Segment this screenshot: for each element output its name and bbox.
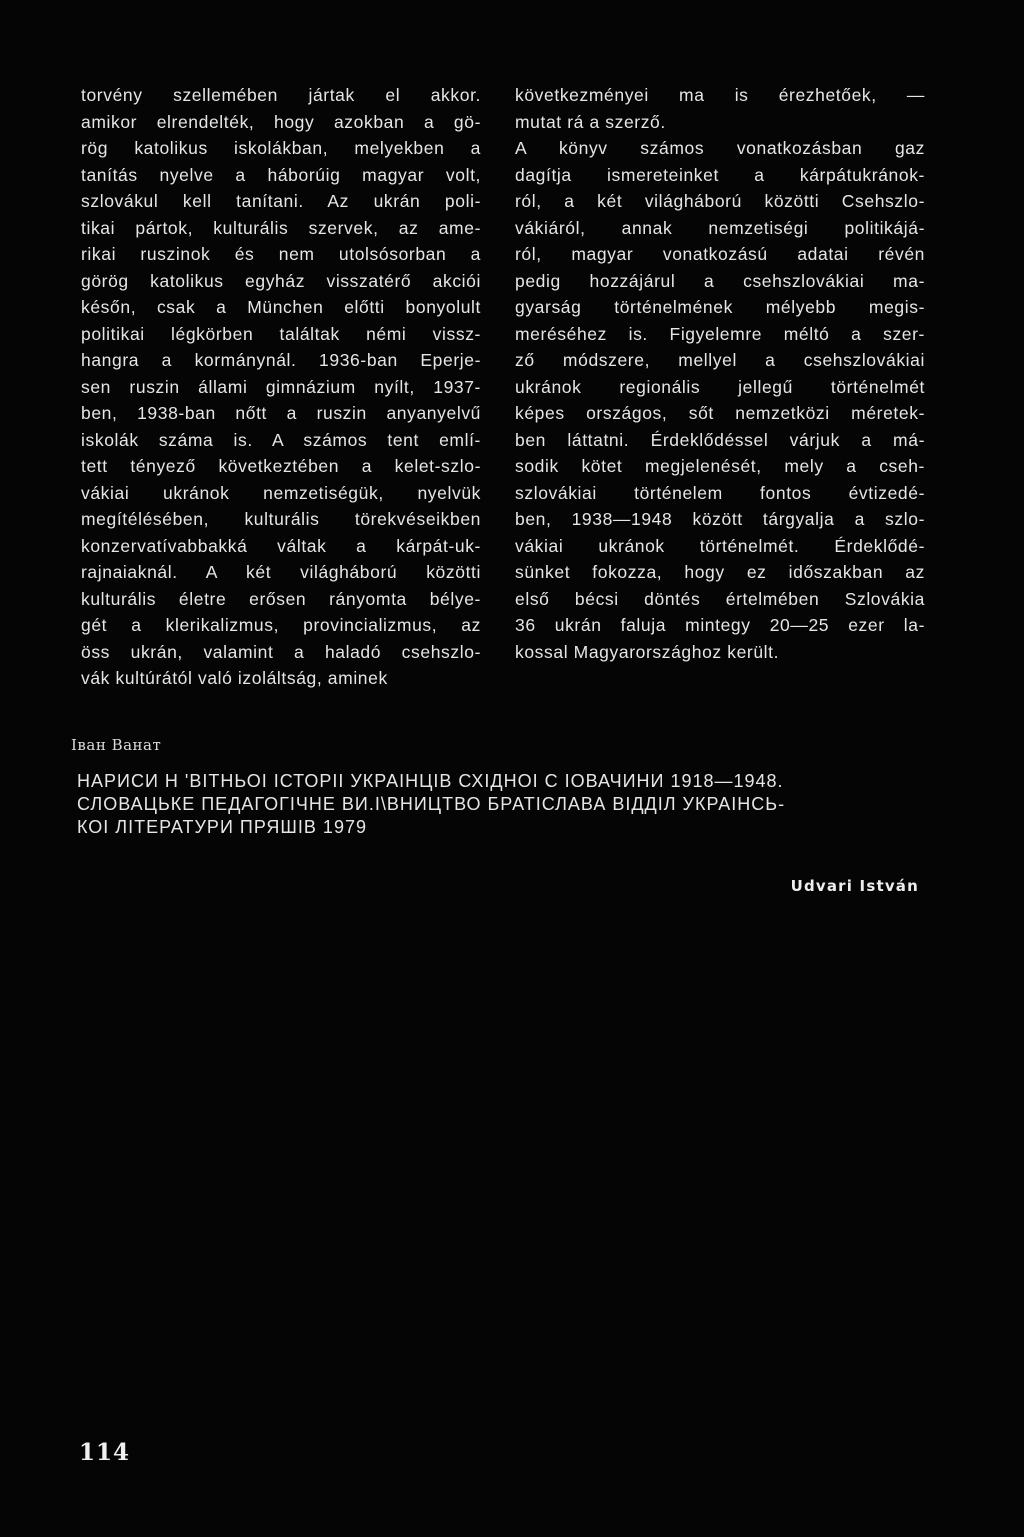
book-review-header [71, 736, 951, 839]
text-line: gyarság történelmének mélyebb megis- [515, 297, 925, 317]
text-line: ző módszere, mellyel a csehszlovákiai [515, 350, 925, 370]
text-line: vákiai ukránok történelmét. Érdeklődé- [515, 535, 925, 556]
text-line: tikai pártok, kulturális szervek, az ame- [81, 217, 481, 238]
text-line: ukránok regionális jellegű történelmét [515, 376, 925, 397]
text-line: torvény szellemében jártak el akkor. [81, 85, 481, 105]
text-line: vákiai ukránok nemzetiségük, nyelvük [81, 482, 481, 503]
text-line: meréséhez is. Figyelemre méltó a szer- [515, 323, 925, 344]
text-line: képes országos, sőt nemzetközi méretek- [515, 403, 925, 423]
book-author: Іван Ванат [71, 736, 162, 754]
right-text-column [515, 82, 925, 665]
text-line: rajnaiaknál. A két világháború közötti [81, 562, 481, 582]
text-line: vák kultúrától való izoláltság, aminek [81, 668, 388, 688]
text-line: dagítja ismereteinket a kárpátukránok- [515, 164, 925, 185]
book-title-line: НАРИСИ Н 'ВІТНЬОІ ІСТОРІІ УКРАІНЦІВ СХІДНОІ С ІОВАЧИНИ 1918—1948. [77, 771, 784, 791]
page-number: 114 [79, 1439, 131, 1466]
reviewer-name: Udvari István [790, 877, 919, 895]
book-title-line: СЛОВАЦЬКЕ ПЕДАГОГІЧНЕ ВИ.І\ВНИЦТВО БРАТІСЛАВА ВІДДІЛ УКРАІНСЬ- [77, 794, 786, 814]
text-line: következményei ma is érezhetőek, — [515, 85, 925, 105]
text-line: sünket fokozza, hogy ez időszakban az [515, 562, 925, 582]
text-line: politikai légkörben találtak némi vissz- [81, 323, 481, 344]
text-line: ben láttatni. Érdeklődéssel várjuk a má- [515, 429, 925, 450]
text-line: sodik kötet megjelenését, mely a cseh- [515, 456, 925, 476]
text-line: első bécsi döntés értelmében Szlovákia [515, 588, 925, 609]
text-line: rikai ruszinok és nem utolsósorban a [81, 244, 481, 264]
book-title-line: КОІ ЛІТЕРАТУРИ ПРЯШІВ 1979 [77, 817, 367, 837]
text-line: megítélésében, kulturális törekvéseikben [81, 509, 481, 529]
text-line: ról, magyar vonatkozású adatai révén [515, 244, 925, 264]
text-line: ben, 1938—1948 között tárgyalja a szlo- [515, 509, 925, 529]
text-line: 36 ukrán faluja mintegy 20—25 ezer la- [515, 615, 925, 635]
text-line: görög katolikus egyház visszatérő akciói [81, 270, 481, 291]
book-title [77, 770, 951, 839]
text-line: tett tényező következtében a kelet-szlo- [81, 456, 481, 476]
text-line: szlovákiai történelem fontos évtizedé- [515, 482, 925, 503]
text-line: hangra a kormánynál. 1936-ban Eperje- [81, 350, 481, 370]
text-line: amikor elrendelték, hogy azokban a gö- [81, 111, 481, 132]
text-line: tanítás nyelve a háborúig magyar volt, [81, 164, 481, 185]
text-line: ben, 1938-ban nőtt a ruszin anyanyelvű [81, 403, 481, 423]
text-line: mutat rá a szerző. [515, 111, 666, 132]
text-line: iskolák száma is. A számos tent emlí- [81, 429, 481, 450]
text-line: öss ukrán, valamint a haladó csehszlo- [81, 641, 481, 662]
text-line: vákiáról, annak nemzetiségi politikájá- [515, 217, 925, 238]
text-line: pedig hozzájárul a csehszlovákiai ma- [515, 270, 925, 291]
text-line: szlovákul kell tanítani. Az ukrán poli- [81, 191, 481, 211]
text-line: kossal Magyarországhoz került. [515, 641, 780, 662]
text-line: ról, a két világháború közötti Csehszlo- [515, 191, 925, 211]
text-line: gét a klerikalizmus, provincializmus, az [81, 615, 481, 635]
text-line: konzervatívabbakká váltak a kárpát-uk- [81, 535, 481, 556]
text-line: kulturális életre erősen rányomta bélye- [81, 588, 481, 609]
left-text-column [81, 82, 481, 692]
text-line: sen ruszin állami gimnázium nyílt, 1937- [81, 376, 481, 397]
text-line: A könyv számos vonatkozásban gaz [515, 138, 925, 158]
text-line: későn, csak a München előtti bonyolult [81, 297, 481, 317]
text-line: rög katolikus iskolákban, melyekben a [81, 138, 481, 158]
